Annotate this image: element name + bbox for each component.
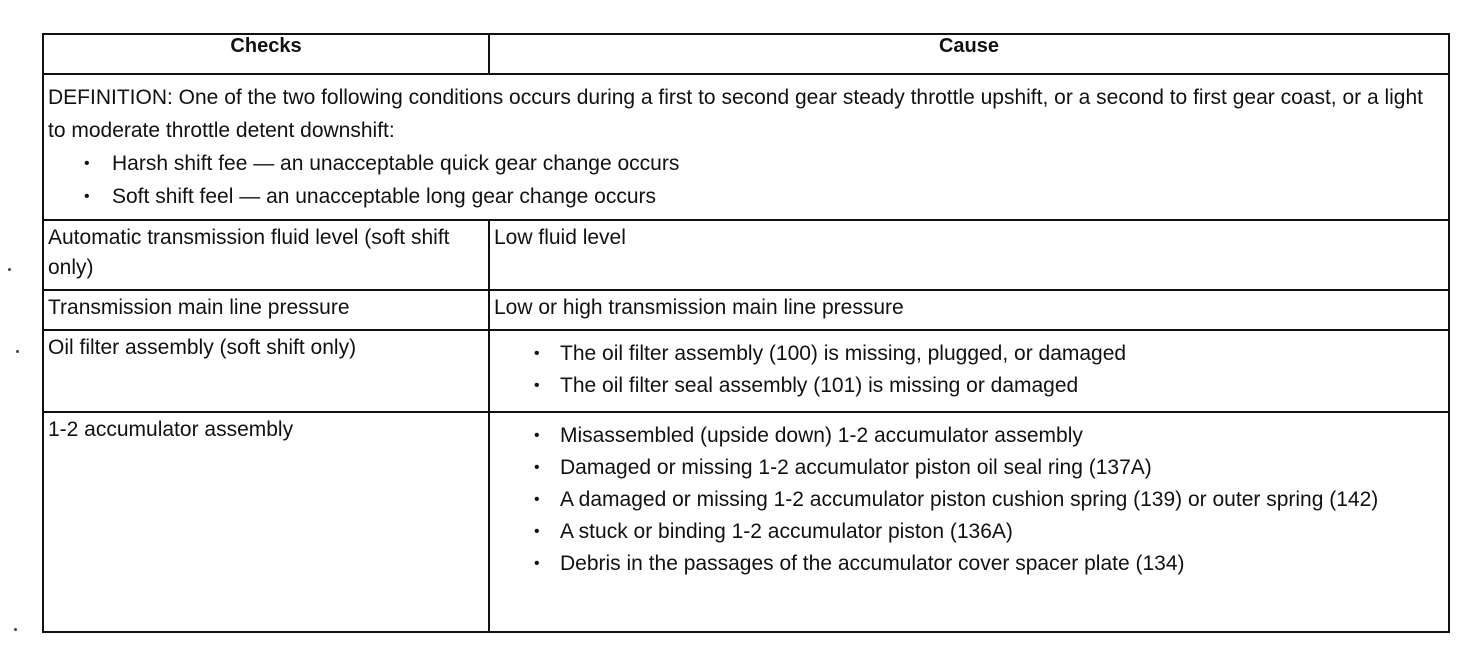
table-row (43, 290, 1449, 330)
definition-bullet-soft: • Soft shift feel — an unacceptable long gear change occurs (84, 180, 1442, 213)
cause-accumulator (489, 412, 1449, 632)
definition-text: DEFINITION: One of the two following conditions occurs during a first to second gear steady throttle upshift, or a second to first gear coast, or a light to moderate throttle detent downshift: (48, 86, 1423, 142)
table-row (43, 330, 1449, 412)
list-item: • A stuck or binding 1-2 accumulator piston (136A) (534, 518, 1420, 546)
definition-bullet-harsh: • Harsh shift fee — an unacceptable quick gear change occurs (84, 147, 1442, 180)
list-item: • The oil filter assembly (100) is missing, plugged, or damaged (534, 340, 1420, 368)
header-cause: Cause (489, 34, 1449, 74)
list-item: • Debris in the passages of the accumulator cover spacer plate (134) (534, 550, 1420, 578)
header-checks: Checks (43, 34, 489, 74)
list-item: • Damaged or missing 1-2 accumulator piston oil seal ring (137A) (534, 454, 1420, 482)
check-line-pressure: Transmission main line pressure (43, 290, 489, 330)
check-oil-filter: Oil filter assembly (soft shift only) (43, 330, 489, 412)
list-item: • A damaged or missing 1-2 accumulator piston cushion spring (139) or outer spring (142) (534, 486, 1420, 514)
cause-oil-filter (489, 330, 1449, 412)
definition-row (43, 74, 1449, 220)
definition-cell (43, 74, 1449, 220)
check-accumulator: 1-2 accumulator assembly (43, 412, 489, 632)
cause-list (494, 415, 1444, 586)
cause-list (494, 333, 1444, 408)
cause-line-pressure: Low or high transmission main line pressure (489, 290, 1449, 330)
list-item: • Misassembled (upside down) 1-2 accumulator assembly (534, 422, 1420, 450)
scan-speck (14, 628, 17, 631)
table-row (43, 412, 1449, 632)
table-row (43, 220, 1449, 290)
scan-speck (16, 350, 19, 353)
header-row (43, 34, 1449, 74)
list-item: • The oil filter seal assembly (101) is missing or damaged (534, 372, 1420, 400)
scan-speck (8, 268, 11, 271)
diagnostic-table (42, 33, 1450, 633)
cause-fluid-level: Low fluid level (489, 220, 1449, 290)
definition-bullets (48, 147, 1442, 213)
check-fluid-level: Automatic transmission fluid level (soft shift only) (43, 220, 489, 290)
